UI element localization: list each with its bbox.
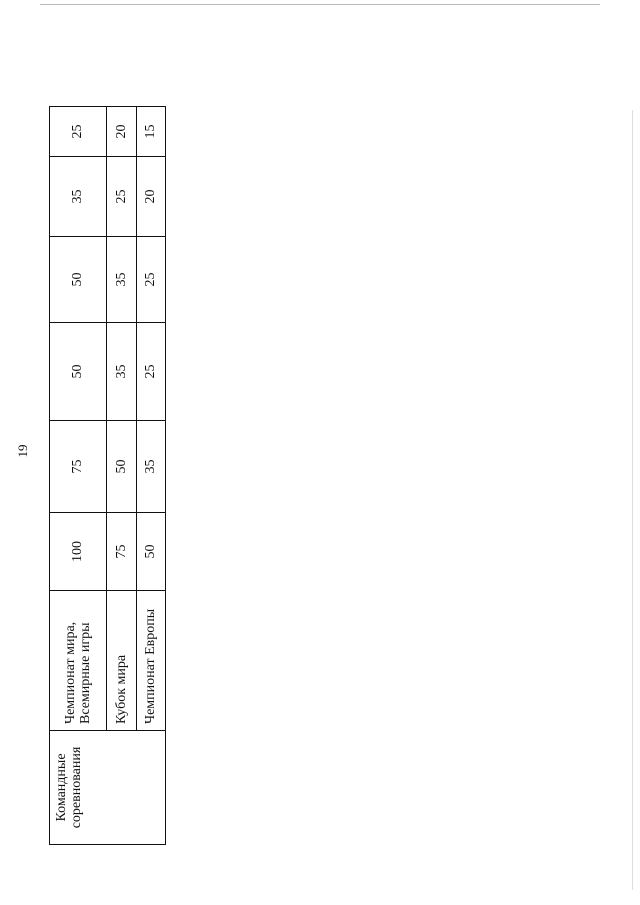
points-cell: 50 — [50, 237, 107, 323]
points-cell: 35 — [50, 157, 107, 237]
scan-edge-right — [632, 110, 633, 890]
competition-name: Кубок мира — [107, 591, 136, 731]
points-table — [49, 106, 166, 845]
competition-name: Чемпионат Европы — [136, 591, 165, 731]
points-cell: 50 — [136, 513, 165, 591]
points-cell: 35 — [136, 421, 165, 513]
group-label: Командные соревнования — [50, 731, 166, 845]
points-table-wrapper — [49, 107, 166, 845]
points-cell: 75 — [50, 421, 107, 513]
competition-name: Чемпионат мира, Всемирные игры — [50, 591, 107, 731]
points-cell: 35 — [107, 237, 136, 323]
points-cell: 15 — [136, 107, 165, 157]
points-cell: 50 — [107, 421, 136, 513]
points-cell: 35 — [107, 323, 136, 421]
points-cell: 20 — [107, 107, 136, 157]
points-cell: 25 — [107, 157, 136, 237]
points-cell: 75 — [107, 513, 136, 591]
points-cell: 25 — [136, 237, 165, 323]
points-cell: 25 — [136, 323, 165, 421]
points-cell: 25 — [50, 107, 107, 157]
points-cell: 20 — [136, 157, 165, 237]
page-number: 19 — [15, 444, 30, 458]
points-cell: 50 — [50, 323, 107, 421]
points-cell: 100 — [50, 513, 107, 591]
table-row — [50, 107, 107, 845]
scan-edge-top — [40, 4, 600, 5]
